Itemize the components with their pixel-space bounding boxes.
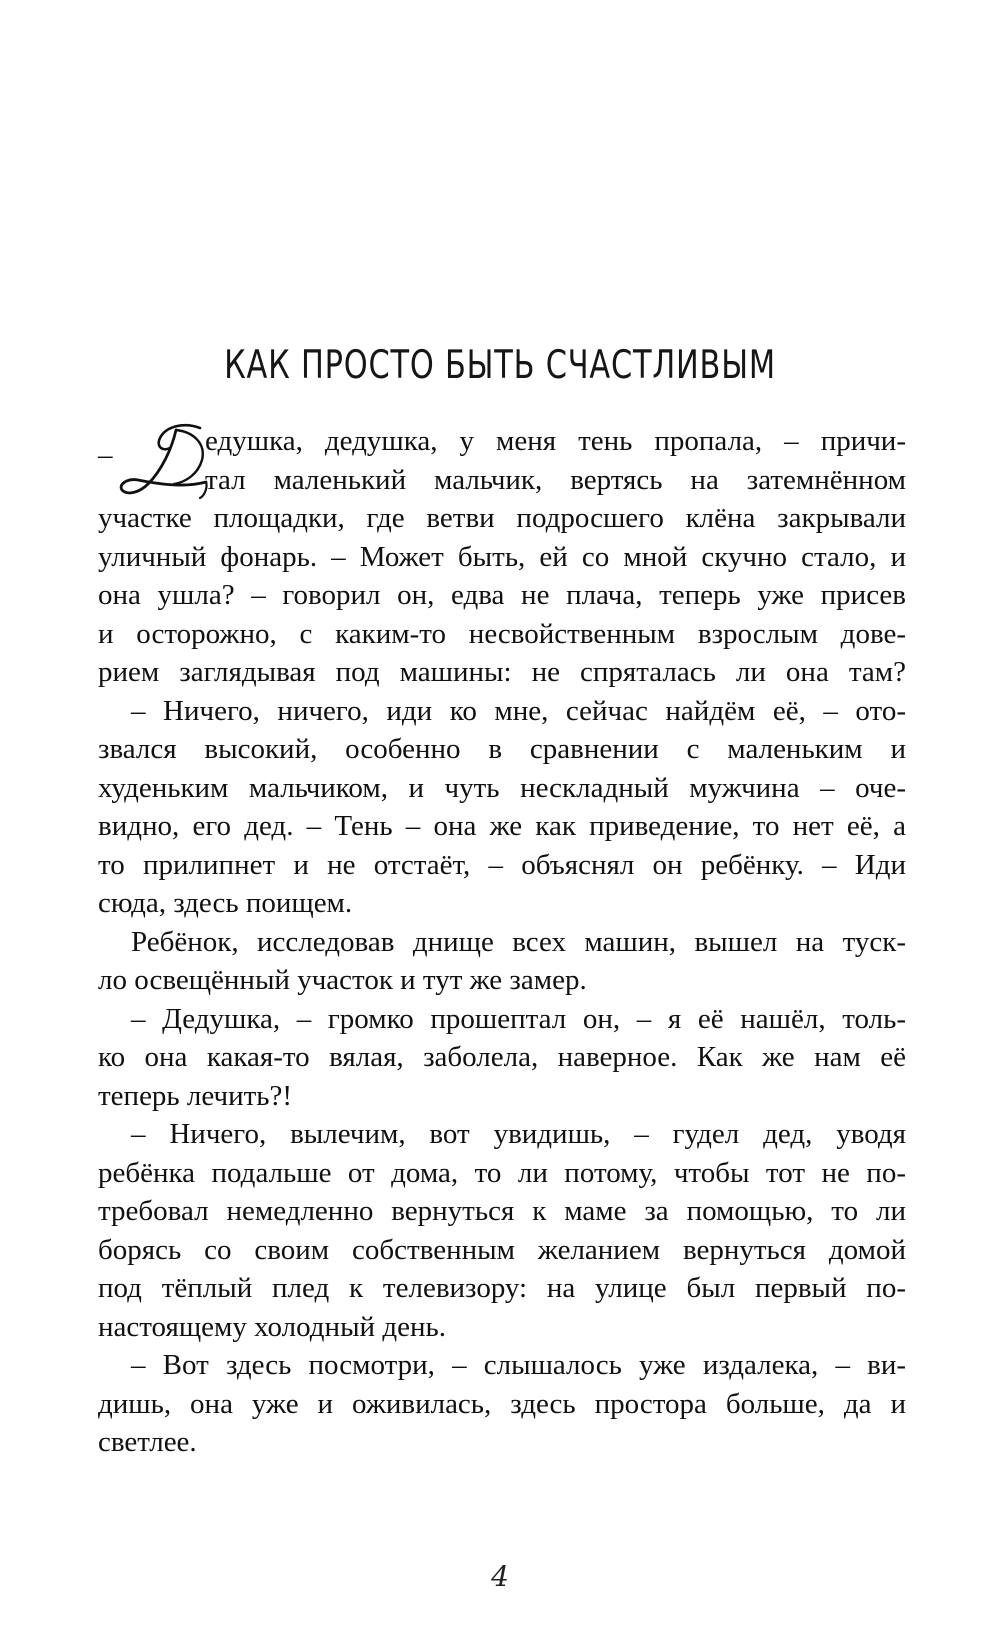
text-line: – Дедушка, – громко прошептал он, – я её нашёл, толь- [131, 1002, 906, 1035]
text-line: требовал немедленно вернуться к маме за помощью, то ли [98, 1195, 906, 1227]
text-line: светлее. [98, 1426, 197, 1458]
text-line: худеньким мальчиком, и чуть нескладный мужчина – оче- [98, 771, 906, 804]
text-line: Ребёнок, исследовав днище всех машин, вышел на туск- [131, 925, 906, 958]
text-line: участке площадки, где ветви подросшего клёна закрывали [98, 502, 906, 534]
text-line: ло освещённый участок и тут же замер. [98, 964, 587, 996]
text-line: ребёнка подальше от дома, то ли потому, чтобы тот не по- [98, 1156, 906, 1189]
text-line: под тёплый плед к телевизору: на улице был первый по- [98, 1272, 906, 1304]
text-line: дишь, она уже и оживилась, здесь простора больше, да и [98, 1387, 906, 1420]
chapter-body [98, 422, 906, 1462]
chapter-title: КАК ПРОСТО БЫТЬ СЧАСТЛИВЫМ [224, 343, 776, 388]
text-line: тал маленький мальчик, вертясь на затемнённом [205, 463, 906, 496]
text-line: то прилипнет и не отстаёт, – объяснял он ребёнку. – Иди [98, 848, 906, 881]
text-line: настоящему холодный день. [98, 1310, 446, 1343]
text-line: – Вот здесь посмотри, – слышалось уже издалека, – ви- [131, 1349, 906, 1381]
page-number: 4 [491, 1560, 509, 1593]
text-line: звался высокий, особенно в сравнении с маленьким и [98, 733, 906, 765]
dropcap-letter-d [114, 418, 214, 508]
text-line: теперь лечить?! [98, 1079, 293, 1112]
text-line: она ушла? – говорил он, едва не плача, теперь уже присев [98, 579, 906, 611]
text-line: борясь со своим собственным желанием вернуться домой [98, 1233, 906, 1266]
text-line: видно, его дед. – Тень – она же как приведение, то нет её, а [98, 810, 906, 842]
text-line: ко она какая-то вялая, заболела, наверное. Как же нам её [98, 1041, 906, 1073]
text-line: рием заглядывая под машины: не спряталась ли она там? [98, 656, 906, 688]
text-line: и осторожно, с каким-то несвойственным взрослым дове- [98, 617, 906, 650]
dropcap-dash: – [98, 439, 113, 471]
text-line: – Ничего, вылечим, вот увидишь, – гудел дед, уводя [131, 1118, 906, 1150]
text-line: – Ничего, ничего, иди ко мне, сейчас найдём её, – ото- [131, 694, 906, 727]
text-line: уличный фонарь. – Может быть, ей со мной скучно стало, и [98, 540, 906, 573]
text-line: едушка, дедушка, у меня тень пропала, – причи- [205, 425, 906, 457]
text-line: сюда, здесь поищем. [98, 887, 353, 919]
